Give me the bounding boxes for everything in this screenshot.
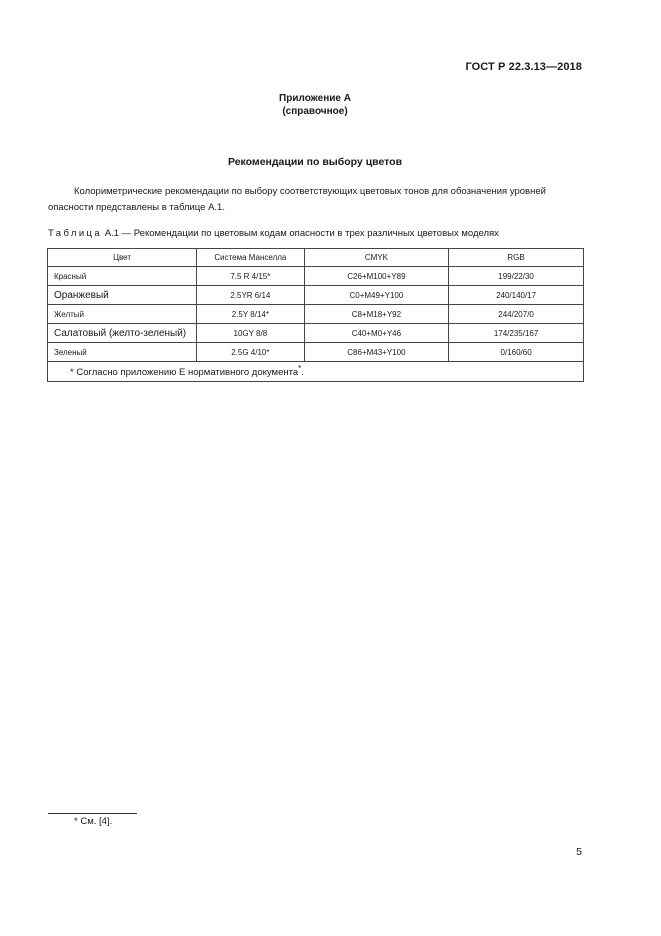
cmyk-value: C0+M49+Y100: [304, 286, 449, 305]
table-row: [48, 343, 584, 362]
table-note: * Согласно приложению Е нормативного документа*.: [48, 362, 584, 382]
table-row: [48, 286, 584, 305]
color-name: Желтый: [48, 305, 197, 324]
document-code: ГОСТ Р 22.3.13—2018: [465, 61, 582, 73]
table-note-text: * Согласно приложению Е нормативного документа: [70, 367, 299, 379]
appendix-heading: [0, 92, 630, 118]
table-caption-prefix: Таблица: [48, 228, 103, 239]
table-caption-text: А.1 — Рекомендации по цветовым кодам опасности в трех различных цветовых моделях: [102, 228, 499, 239]
header-color: Цвет: [48, 249, 197, 267]
table-caption: [48, 228, 588, 239]
table-row: [48, 267, 584, 286]
section-title: Рекомендации по выбору цветов: [227, 156, 403, 168]
munsell-value: 10GY 8/8: [197, 324, 305, 343]
color-name: Зеленый: [48, 343, 197, 362]
cmyk-value: C26+M100+Y89: [304, 267, 449, 286]
table-row: [48, 324, 584, 343]
munsell-value: 2.5G 4/10*: [197, 343, 305, 362]
table-row: [48, 305, 584, 324]
cmyk-value: C86+M43+Y100: [304, 343, 449, 362]
munsell-value: 2.5Y 8/14*: [197, 305, 305, 324]
header-cmyk: CMYK: [304, 249, 449, 267]
color-name: Красный: [48, 267, 197, 286]
rgb-value: 174/235/167: [449, 324, 584, 343]
color-codes-table: [47, 248, 584, 382]
footnote: * См. [4].: [74, 816, 113, 827]
cmyk-value: C8+M18+Y92: [304, 305, 449, 324]
intro-paragraph: Колориметрические рекомендации по выбору соответствующих цветовых тонов для обозначения уровней опасности представлены в таблице А.1.: [48, 186, 546, 213]
cmyk-value: C40+M0+Y46: [304, 324, 449, 343]
rgb-value: 240/140/17: [449, 286, 584, 305]
page-number: 5: [576, 846, 582, 858]
rgb-value: 244/207/0: [449, 305, 584, 324]
appendix-type: (справочное): [282, 106, 348, 117]
color-name: Оранжевый: [48, 286, 197, 305]
table-note-row: [48, 362, 584, 382]
munsell-value: 2.5YR 6/14: [197, 286, 305, 305]
rgb-value: 199/22/30: [449, 267, 584, 286]
header-rgb: RGB: [449, 249, 584, 267]
table-header-row: [48, 249, 584, 267]
appendix-title: Приложение А: [279, 93, 351, 104]
footnote-marker: *: [298, 364, 302, 374]
footnote-divider: [48, 813, 137, 814]
header-munsell: Система Манселла: [197, 249, 305, 267]
munsell-value: 7.5 R 4/15*: [197, 267, 305, 286]
color-name: Салатовый (желто-зеленый): [48, 324, 197, 343]
rgb-value: 0/160/60: [449, 343, 584, 362]
